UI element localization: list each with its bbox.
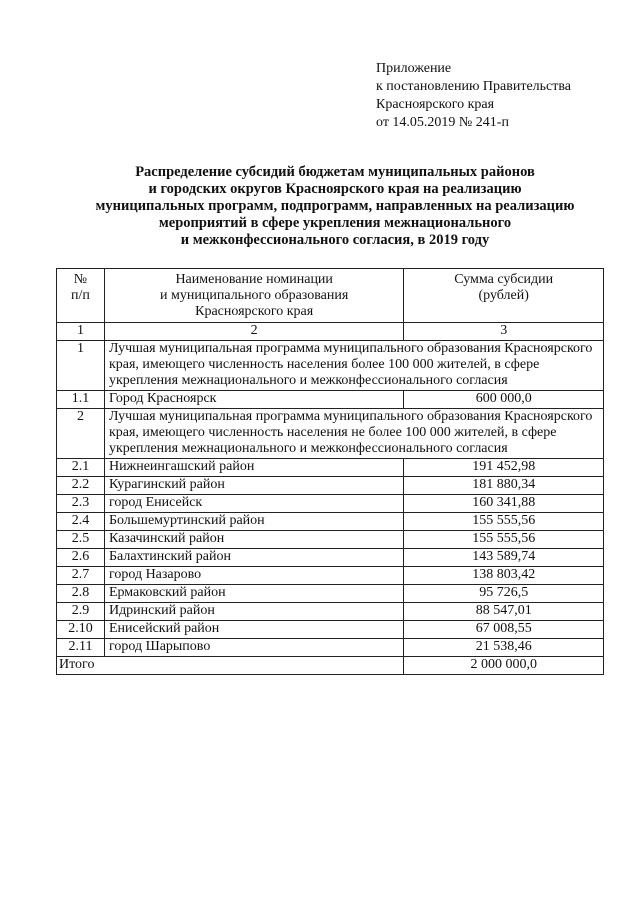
header-num (57, 269, 105, 323)
table-row (57, 621, 604, 639)
title-line: муниципальных программ, подпрограмм, направленных на реализацию (95, 198, 575, 214)
document-title (70, 164, 600, 249)
row-name: Казачинский район (104, 531, 403, 549)
row-sum: 138 803,42 (404, 567, 604, 585)
column-index: 3 (404, 323, 604, 341)
row-name: Ермаковский район (104, 585, 403, 603)
row-num: 1.1 (57, 391, 105, 409)
table-row (57, 603, 604, 621)
header-name-line: и муниципального образования (160, 288, 349, 303)
nomination-text: Лучшая муниципальная программа муниципального образования Красноярского края, имеющего численность населения не более 100 000 жителей, в сфере укрепления межнационального и межконфессионального согласия (104, 409, 603, 459)
table-row (57, 391, 604, 409)
row-sum: 600 000,0 (404, 391, 604, 409)
column-index-row (57, 323, 604, 341)
appendix-line: к постановлению Правительства (376, 79, 572, 94)
appendix-line: Красноярского края (376, 97, 495, 112)
row-num: 2.8 (57, 585, 105, 603)
nomination-num: 2 (57, 409, 105, 459)
row-sum: 181 880,34 (404, 477, 604, 495)
appendix-block (376, 60, 571, 132)
row-sum: 155 555,56 (404, 531, 604, 549)
header-num-line: № (73, 272, 88, 287)
row-num: 2.10 (57, 621, 105, 639)
total-row (57, 657, 604, 675)
nomination-num: 1 (57, 341, 105, 391)
row-sum: 21 538,46 (404, 639, 604, 657)
row-name: город Енисейск (104, 495, 403, 513)
header-sum-line: (рублей) (478, 288, 529, 303)
header-sum-line: Сумма субсидии (454, 272, 554, 287)
row-num: 2.3 (57, 495, 105, 513)
header-name (104, 269, 403, 323)
row-name: Балахтинский район (104, 549, 403, 567)
table-row (57, 531, 604, 549)
row-name: город Шарыпово (104, 639, 403, 657)
row-sum: 88 547,01 (404, 603, 604, 621)
header-name-line: Наименование номинации (175, 272, 333, 287)
title-line: и городских округов Красноярского края на реализацию (148, 181, 522, 197)
row-num: 2.6 (57, 549, 105, 567)
table-row (57, 495, 604, 513)
subsidy-table (56, 268, 604, 675)
appendix-line: от 14.05.2019 № 241-п (376, 115, 509, 130)
table-row (57, 639, 604, 657)
appendix-line: Приложение (376, 61, 452, 76)
row-num: 2.1 (57, 459, 105, 477)
row-num: 2.9 (57, 603, 105, 621)
row-sum: 191 452,98 (404, 459, 604, 477)
row-name: Енисейский район (104, 621, 403, 639)
row-num: 2.4 (57, 513, 105, 531)
row-name: Идринский район (104, 603, 403, 621)
header-sum (404, 269, 604, 323)
row-num: 2.7 (57, 567, 105, 585)
table-row (57, 477, 604, 495)
title-line: Распределение субсидий бюджетам муниципальных районов (135, 164, 535, 180)
column-index: 1 (57, 323, 105, 341)
row-sum: 155 555,56 (404, 513, 604, 531)
row-name: город Назарово (104, 567, 403, 585)
total-sum: 2 000 000,0 (404, 657, 604, 675)
row-num: 2.5 (57, 531, 105, 549)
row-sum: 160 341,88 (404, 495, 604, 513)
row-name: Нижнеингашский район (104, 459, 403, 477)
table-row (57, 549, 604, 567)
column-index: 2 (104, 323, 403, 341)
title-line: и межконфессионального согласия, в 2019 году (180, 232, 490, 248)
row-sum: 95 726,5 (404, 585, 604, 603)
title-line: мероприятий в сфере укрепления межнационального (158, 215, 512, 231)
nomination-text: Лучшая муниципальная программа муниципального образования Красноярского края, имеющего численность населения более 100 000 жителей, в сфере укрепления межнационального и межконфессионального согласия (104, 341, 603, 391)
table-row (57, 459, 604, 477)
row-name: Курагинский район (104, 477, 403, 495)
row-num: 2.11 (57, 639, 105, 657)
nomination-row (57, 409, 604, 459)
row-name: Большемуртинский район (104, 513, 403, 531)
row-num: 2.2 (57, 477, 105, 495)
row-name: Город Красноярск (104, 391, 403, 409)
table-row (57, 567, 604, 585)
table-header-row (57, 269, 604, 323)
total-label: Итого (57, 657, 404, 675)
header-num-line: п/п (71, 288, 90, 303)
row-sum: 67 008,55 (404, 621, 604, 639)
header-name-line: Красноярского края (195, 304, 314, 319)
row-sum: 143 589,74 (404, 549, 604, 567)
table-row (57, 585, 604, 603)
table-row (57, 513, 604, 531)
nomination-row (57, 341, 604, 391)
